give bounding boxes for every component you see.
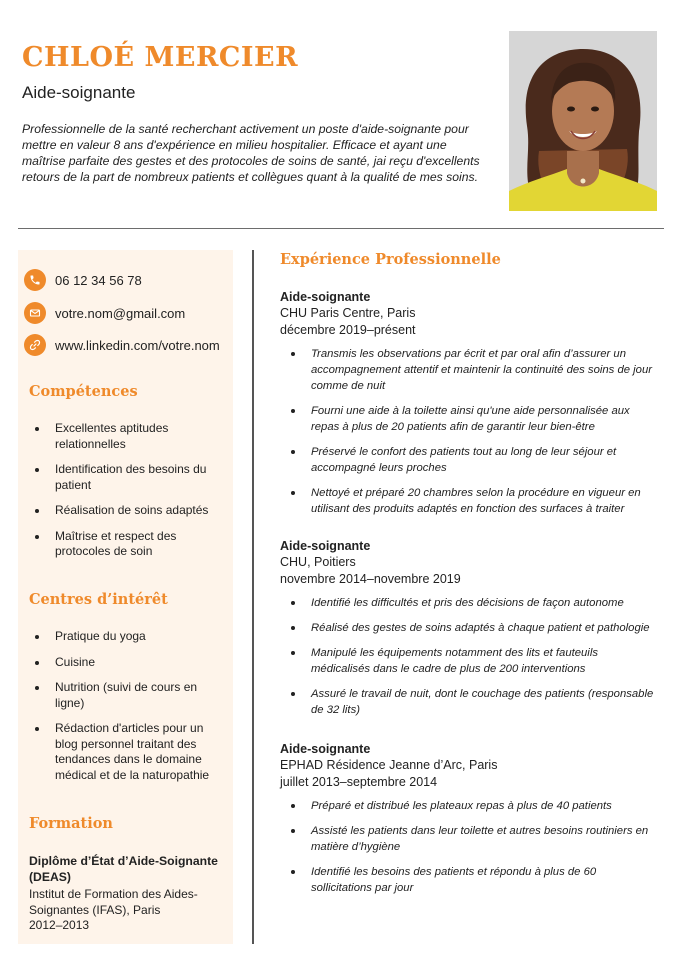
skills-list bbox=[55, 421, 225, 560]
list-item: Réalisation de soins adaptés bbox=[55, 503, 225, 519]
job-role: Aide-soignante bbox=[280, 539, 371, 553]
list-item: Réalisé des gestes de soins adaptés à chaque patient et pathologie bbox=[311, 620, 655, 636]
job-organization: CHU, Poitiers bbox=[280, 555, 356, 569]
job-organization: EPHAD Résidence Jeanne d’Arc, Paris bbox=[280, 758, 498, 772]
experience-entry bbox=[280, 289, 655, 526]
list-item: Pratique du yoga bbox=[55, 629, 225, 645]
job-role: Aide-soignante bbox=[280, 742, 371, 756]
phone-number: 06 12 34 56 78 bbox=[55, 272, 142, 288]
list-item: Identifié les besoins des patients et répondu à plus de 60 sollicitations par jour bbox=[311, 864, 655, 896]
candidate-name: CHLOÉ MERCIER bbox=[22, 42, 299, 73]
list-item: Préservé le confort des patients tout au long de leur séjour et accompagné leurs proches bbox=[311, 444, 655, 476]
list-item: Identification des besoins du patient bbox=[55, 462, 225, 493]
email-address[interactable]: votre.nom@gmail.com bbox=[55, 305, 186, 321]
list-item: Transmis les observations par écrit et par oral afin d’assurer un accompagnement attentif et maintenir la continuité des soins de jour comme de nuit bbox=[311, 346, 655, 394]
profile-photo bbox=[509, 31, 657, 211]
experience-heading: Expérience Professionnelle bbox=[280, 251, 501, 268]
header-divider bbox=[18, 228, 664, 229]
link-icon bbox=[24, 334, 46, 356]
interests-list bbox=[55, 629, 225, 783]
sidebar bbox=[18, 250, 233, 944]
education-school: Institut de Formation des Aides-Soignantes (IFAS), Paris bbox=[29, 887, 198, 917]
contact-linkedin bbox=[24, 334, 220, 356]
skills-heading: Compétences bbox=[29, 383, 138, 400]
list-item: Identifié les difficultés et pris des décisions de façon autonome bbox=[311, 595, 655, 611]
contact-email bbox=[24, 302, 185, 324]
experience-entry bbox=[280, 741, 655, 905]
interests-heading: Centres d’intérêt bbox=[29, 591, 168, 608]
job-tasks bbox=[280, 595, 655, 718]
education-degree: Diplôme d’État d’Aide-Soignante (DEAS) bbox=[29, 854, 218, 884]
list-item: Excellentes aptitudes relationnelles bbox=[55, 421, 225, 452]
list-item: Assisté les patients dans leur toilette et autres besoins routiniers en matière d’hygiène bbox=[311, 823, 655, 855]
list-item: Préparé et distribué les plateaux repas à plus de 40 patients bbox=[311, 798, 655, 814]
list-item: Rédaction d'articles pour un blog personnel traitant des tendances dans le domaine médical et de la naturopathie bbox=[55, 721, 225, 783]
job-dates: décembre 2019–présent bbox=[280, 323, 416, 337]
job-dates: juillet 2013–septembre 2014 bbox=[280, 775, 438, 789]
job-tasks bbox=[280, 798, 655, 896]
list-item: Nutrition (suivi de cours en ligne) bbox=[55, 680, 225, 711]
list-item: Nettoyé et préparé 20 chambres selon la procédure en vigueur en utilisant des produits adaptés en fonction des surfaces à traiter bbox=[311, 485, 655, 517]
list-item: Manipulé les équipements notamment des lits et fauteuils médicalisés dans le cadre de plus de 200 interventions bbox=[311, 645, 655, 677]
education-heading: Formation bbox=[29, 815, 113, 832]
envelope-icon bbox=[24, 302, 46, 324]
list-item: Fourni une aide à la toilette ainsi qu'une aide personnalisée aux repas à plus de 20 patients afin de garantir leur bien-être bbox=[311, 403, 655, 435]
phone-icon bbox=[24, 269, 46, 291]
job-role: Aide-soignante bbox=[280, 290, 371, 304]
job-tasks bbox=[280, 346, 655, 517]
list-item: Maîtrise et respect des protocoles de soin bbox=[55, 529, 225, 560]
education-years: 2012–2013 bbox=[29, 918, 90, 932]
list-item: Assuré le travail de nuit, dont le couchage des patients (responsable de 32 lits) bbox=[311, 688, 654, 716]
column-divider bbox=[252, 250, 254, 944]
profile-summary: Professionnelle de la santé recherchant activement un poste d'aide-soignante pour mettre en valeur 8 ans d'expérience en milieu hospitalier. Efficace et ayant une maîtrise parfaite des gestes et des protocoles de soins de santé, jai reçu d'excellents retours de la part de nombreux patients et collègues quant à la qualité de mes soins. bbox=[22, 122, 480, 184]
list-item: Cuisine bbox=[55, 655, 225, 671]
linkedin-url[interactable]: www.linkedin.com/votre.nom bbox=[55, 337, 220, 353]
job-organization: CHU Paris Centre, Paris bbox=[280, 306, 416, 320]
experience-entry bbox=[280, 538, 655, 727]
job-title: Aide-soignante bbox=[22, 83, 136, 102]
job-dates: novembre 2014–novembre 2019 bbox=[280, 572, 461, 586]
contact-phone bbox=[24, 269, 142, 291]
